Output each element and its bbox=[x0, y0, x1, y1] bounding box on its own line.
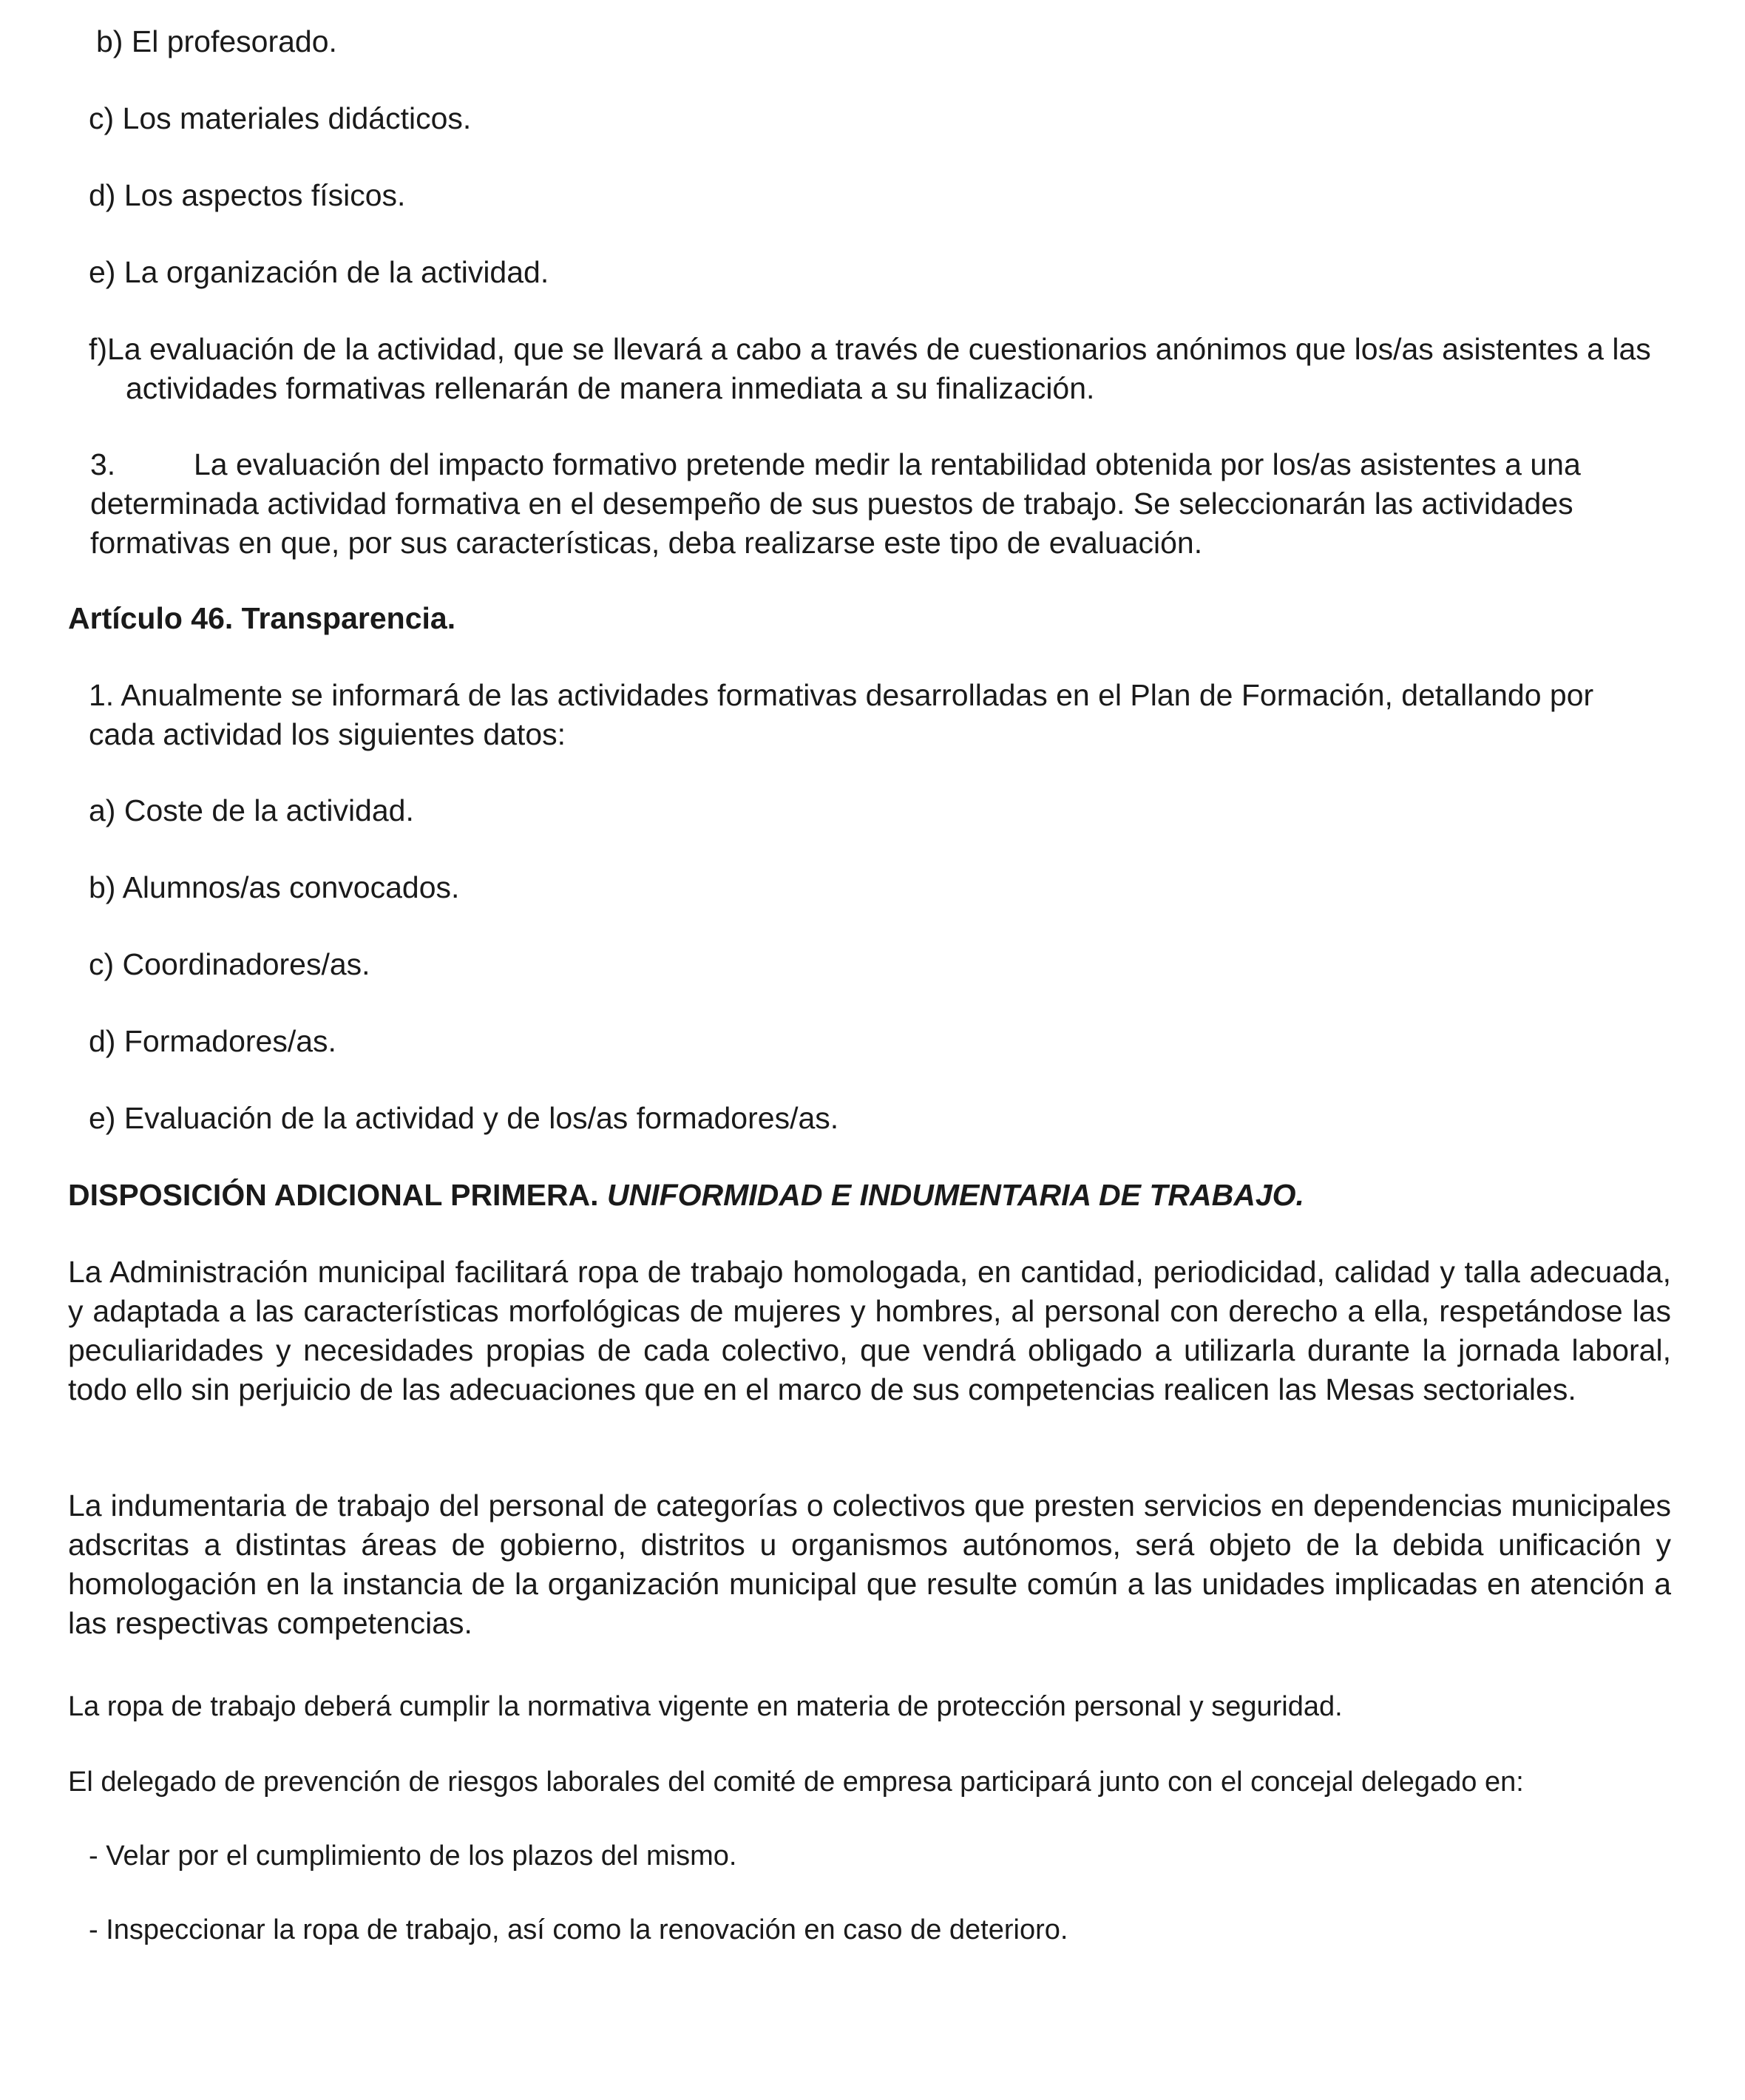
paragraph-text: La evaluación del impacto formativo pretende medir la rentabilidad obtenida por los/as asistentes a una determinada actividad formativa en el desempeño de sus puestos de trabajo. Se seleccionarán las actividades formativas en que, por sus características, deba realizarse este tipo de evaluación. bbox=[90, 447, 1581, 560]
article-heading: Artículo 46. Transparencia. bbox=[68, 601, 456, 635]
list-item: e) La organización de la actividad. bbox=[89, 255, 549, 289]
list-item: b) Alumnos/as convocados. bbox=[89, 870, 460, 904]
dash-item: - Inspeccionar la ropa de trabajo, así como la renovación en caso de deterioro. bbox=[89, 1914, 1068, 1945]
list-item: b) El profesorado. bbox=[96, 24, 337, 58]
list-item: a) Coste de la actividad. bbox=[89, 793, 414, 827]
body-paragraph: La Administración municipal facilitará ropa de trabajo homologada, en cantidad, periodicidad, calidad y talla adecuada, y adaptada a las características morfológicas de mujeres y hombres, al personal con derecho a ella, respetándose las peculiaridades y necesidades propias de cada colectivo, que vendrá obligado a utilizarla durante la jornada laboral, todo ello sin perjuicio de las adecuaciones que en el marco de sus competencias realicen las Mesas sectoriales. bbox=[68, 1255, 1671, 1406]
paragraph-number: 3. bbox=[90, 447, 116, 481]
heading-italic-part: UNIFORMIDAD E INDUMENTARIA DE TRABAJO. bbox=[606, 1178, 1304, 1212]
list-item: c) Coordinadores/as. bbox=[89, 947, 370, 981]
heading-bold-part: DISPOSICIÓN ADICIONAL PRIMERA. bbox=[68, 1178, 599, 1212]
dash-item: - Velar por el cumplimiento de los plazos del mismo. bbox=[89, 1840, 737, 1872]
list-label: f) bbox=[89, 332, 108, 366]
list-text: La evaluación de la actividad, que se llevará a cabo a través de cuestionarios anónimos que los/as asistentes a las actividades formativas rellenarán de manera inmediata a su finalización. bbox=[107, 332, 1651, 405]
article-intro: 1. Anualmente se informará de las actividades formativas desarrolladas en el Plan de Formación, detallando por cada actividad los siguientes datos: bbox=[89, 678, 1594, 751]
list-item: e) Evaluación de la actividad y de los/as formadores/as. bbox=[89, 1101, 839, 1135]
list-item: d) Formadores/as. bbox=[89, 1024, 336, 1058]
body-paragraph: El delegado de prevención de riesgos laborales del comité de empresa participará junto con el concejal delegado en: bbox=[68, 1767, 1524, 1798]
body-paragraph: La ropa de trabajo deberá cumplir la normativa vigente en materia de protección personal y seguridad. bbox=[68, 1691, 1343, 1722]
numbered-paragraph-3 bbox=[90, 445, 1650, 563]
list-item: d) Los aspectos físicos. bbox=[89, 178, 406, 212]
list-item-f bbox=[89, 330, 1701, 408]
list-item: c) Los materiales didácticos. bbox=[89, 101, 472, 135]
section-heading bbox=[68, 1176, 1304, 1215]
body-paragraph: La indumentaria de trabajo del personal de categorías o colectivos que presten servicios en dependencias municipales adscritas a distintas áreas de gobierno, distritos u organismos autónomos, será objeto de la debida unificación y homologación en la instancia de la organización municipal que resulte común a las unidades implicadas en atención a las respectivas competencias. bbox=[68, 1488, 1671, 1640]
